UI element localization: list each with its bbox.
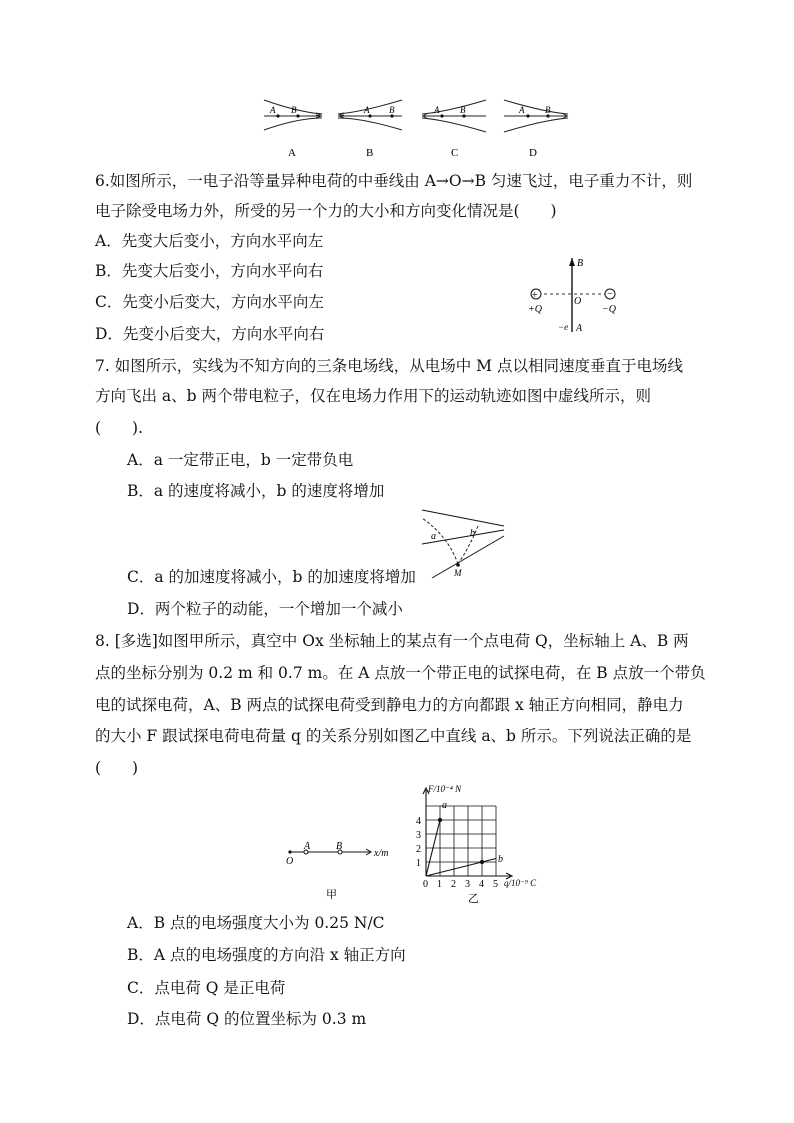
y-tick-label: 4 (416, 816, 421, 827)
panel-c-point-a: A (434, 105, 440, 115)
q6-option-c: C．先变小后变大，方向水平向左 (95, 293, 324, 311)
q6-stem-line-1: 6.如图所示，一电子沿等量异种电荷的中垂线由 A→O→B 匀速飞过，电子重力不计，则 (95, 172, 693, 190)
electron-label: −e (558, 322, 569, 332)
q8-option-d: D．点电荷 Q 的位置坐标为 0.3 m (127, 1010, 367, 1028)
data-point (438, 818, 441, 821)
y-axis-label: F/10⁻⁴ N (428, 784, 462, 794)
x-axis-label: q/10⁻⁹ C (504, 878, 537, 888)
plus-sign: + (532, 290, 538, 301)
y-tick-label: 1 (416, 858, 421, 869)
panel-d-point-b: B (545, 105, 551, 115)
q8-stem-line-3: 电的试探电荷，A、B 两点的试探电荷受到静电力的方向都跟 x 轴正方向相同，静电力 (95, 696, 684, 714)
q8-axis-figure-jia (280, 836, 404, 906)
line-a-label: a (442, 800, 447, 811)
q8-graph-figure-yi (410, 784, 546, 906)
minus-sign: − (607, 289, 613, 300)
point-a-label: A (576, 323, 583, 334)
q8-option-c: C．点电荷 Q 是正电荷 (127, 979, 286, 997)
panel-d-label: D (529, 147, 537, 159)
q8-stem-line-5: ( ) (95, 759, 139, 777)
q7-stem-line-2: 方向飞出 a、b 两个带电粒子，仅在电场力作用下的运动轨迹如图中虚线所示，则 (95, 387, 652, 405)
origin-label: O (286, 856, 294, 867)
q8-option-a: A．B 点的电场强度大小为 0.25 N/C (127, 914, 385, 932)
q7-trajectory-figure (418, 508, 508, 582)
panel-b-label: B (366, 147, 374, 159)
point-b-label: B (577, 258, 584, 269)
x-tick-label: 3 (465, 879, 470, 890)
y-tick-label: 3 (416, 830, 421, 841)
particle-a-label: a (431, 531, 436, 542)
y-tick-label: 2 (416, 844, 421, 855)
minus-q-label: −Q (602, 304, 616, 315)
panel-c-point-b: B (460, 105, 466, 115)
point-o-label: O (574, 296, 582, 307)
particle-b-label: b (470, 528, 475, 539)
point-a-label: A (304, 841, 311, 852)
x-tick-label: 4 (479, 879, 484, 890)
q7-stem-line-3: ( ). (95, 419, 144, 437)
x-tick-label: 1 (437, 879, 442, 890)
q7-option-b: B．a 的速度将减小，b 的速度将增加 (127, 482, 385, 500)
q7-option-a: A．a 一定带正电，b 一定带负电 (127, 451, 354, 469)
q8-stem-line-2: 点的坐标分别为 0.2 m 和 0.7 m。在 A 点放一个带正电的试探电荷，在 B 点放一个带负 (95, 664, 706, 682)
panel-a-point-a: A (270, 105, 276, 115)
panel-d-point-a: A (519, 105, 525, 115)
x-tick-label: 5 (493, 879, 498, 890)
point-m-label: M (454, 568, 462, 578)
q8-option-b: B．A 点的电场强度的方向沿 x 轴正方向 (127, 946, 406, 964)
point-b-label: B (336, 841, 343, 852)
q7-option-c: C．a 的加速度将减小，b 的加速度将增加 (127, 568, 416, 586)
panel-c-label: C (451, 147, 459, 159)
q7-option-d: D．两个粒子的动能，一个增加一个减小 (127, 600, 403, 618)
x-axis-label: x/m (374, 848, 389, 859)
q8-stem-line-1: 8. [多选]如图甲所示，真空中 Ox 坐标轴上的某点有一个点电荷 Q，坐标轴上 A、B 两 (95, 632, 689, 650)
panel-d-lines (504, 100, 568, 132)
q6-option-b: B．先变大后变小，方向水平向右 (95, 262, 324, 280)
q6-option-a: A．先变大后变小，方向水平向左 (95, 232, 324, 250)
q7-stem-line-1: 7. 如图所示，实线为不知方向的三条电场线，从电场中 M 点以相同速度垂直于电场线 (95, 357, 683, 375)
plus-q-label: +Q (528, 304, 542, 315)
x-tick-label: 0 (423, 879, 428, 890)
data-point (480, 860, 483, 863)
figure-caption-yi: 乙 (468, 893, 479, 905)
q6-stem-line-2: 电子除受电场力外，所受的另一个力的大小和方向变化情况是( ) (95, 202, 557, 220)
line-b-label: b (498, 854, 503, 865)
line-b (426, 859, 496, 877)
q6-dipole-figure (522, 254, 632, 334)
panel-c-lines (422, 100, 486, 132)
q5-field-lines-figure (258, 94, 574, 160)
q6-option-d: D．先变小后变大，方向水平向右 (95, 325, 325, 343)
q8-stem-line-4: 的大小 F 跟试探电荷电荷量 q 的关系分别如图乙中直线 a、b 所示。下列说法正确的是 (95, 727, 692, 745)
figure-caption-jia: 甲 (326, 889, 337, 901)
panel-a-label: A (288, 147, 296, 159)
panel-b-point-b: B (389, 105, 395, 115)
x-tick-label: 2 (451, 879, 456, 890)
panel-a-point-b: B (291, 105, 297, 115)
panel-b-point-a: A (364, 105, 370, 115)
